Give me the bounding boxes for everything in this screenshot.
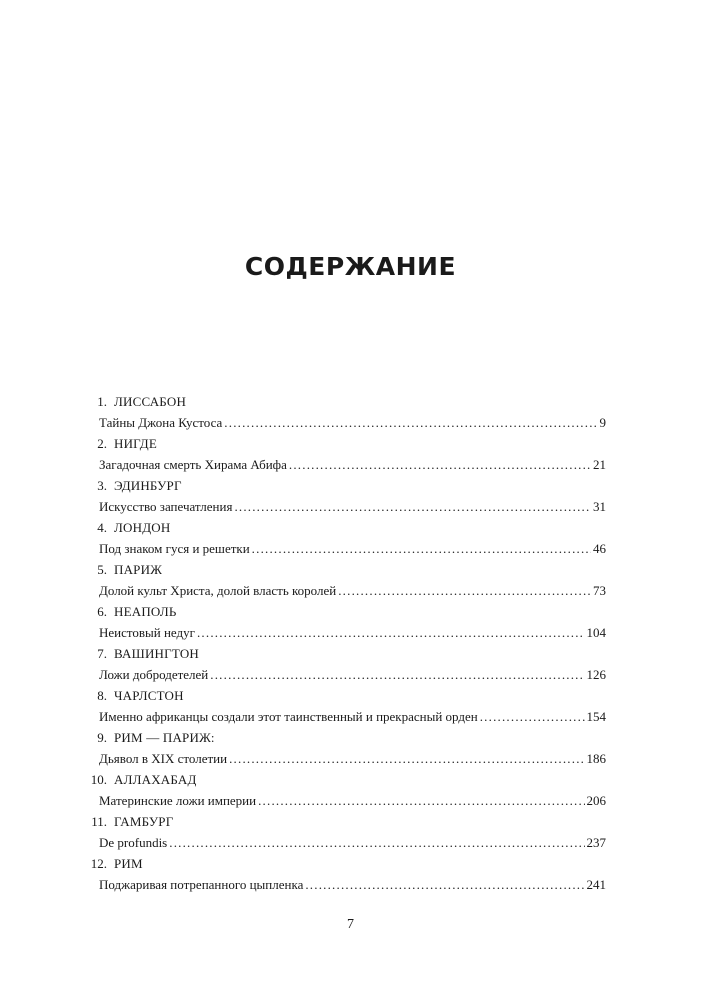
toc-entry-4 — [84, 517, 606, 559]
toc-subtitle-line — [99, 538, 606, 559]
dot-leader — [305, 874, 584, 895]
dot-leader — [229, 748, 584, 769]
chapter-number: 12. — [90, 856, 107, 871]
chapter-city: АЛЛАХАБАД — [114, 772, 197, 787]
chapter-page-number: 31 — [593, 499, 606, 514]
page-title: СОДЕРЖАНИЕ — [244, 252, 457, 281]
chapter-page-number: 104 — [586, 625, 606, 640]
chapter-subtitle: Поджаривая потрепанного цыпленка — [99, 877, 304, 892]
chapter-city: ВАШИНГТОН — [114, 646, 199, 661]
toc-entry-8 — [84, 685, 606, 727]
toc-subtitle-line — [99, 580, 606, 601]
dot-leader — [252, 538, 591, 559]
chapter-city: РИМ — [114, 856, 143, 871]
chapter-number: 6. — [97, 604, 107, 619]
toc-subtitle-line — [99, 664, 606, 685]
toc-entry-3 — [84, 475, 606, 517]
toc-subtitle-line — [99, 790, 606, 811]
chapter-number: 10. — [90, 772, 107, 787]
toc-entry-1 — [84, 391, 606, 433]
toc-entry-7 — [84, 643, 606, 685]
toc-heading — [84, 601, 606, 622]
toc-heading — [84, 391, 606, 412]
dot-leader — [169, 832, 584, 853]
chapter-number: 2. — [97, 436, 107, 451]
chapter-city: НИГДЕ — [114, 436, 157, 451]
toc-heading — [84, 685, 606, 706]
toc-heading — [84, 727, 606, 748]
toc-heading — [84, 559, 606, 580]
chapter-subtitle: Дьявол в XIX столетии — [99, 751, 228, 766]
chapter-number: 7. — [97, 646, 107, 661]
chapter-city: ПАРИЖ — [114, 562, 163, 577]
toc-heading — [84, 853, 606, 874]
chapter-number: 1. — [97, 394, 107, 409]
toc-subtitle-line — [99, 496, 606, 517]
chapter-page-number: 237 — [586, 835, 606, 850]
chapter-page-number: 21 — [593, 457, 606, 472]
toc-heading — [84, 811, 606, 832]
chapter-city: ГАМБУРГ — [114, 814, 174, 829]
toc-entry-2 — [84, 433, 606, 475]
chapter-number: 3. — [97, 478, 107, 493]
chapter-page-number: 73 — [593, 583, 606, 598]
toc-entry-5 — [84, 559, 606, 601]
chapter-city: ЧАРЛСТОН — [114, 688, 184, 703]
toc-entry-11 — [84, 811, 606, 853]
chapter-page-number: 126 — [586, 667, 606, 682]
chapter-subtitle: Материнские ложи империи — [99, 793, 257, 808]
chapter-page-number: 241 — [586, 877, 606, 892]
chapter-subtitle: Ложи добродетелей — [99, 667, 209, 682]
chapter-page-number: 154 — [586, 709, 606, 724]
toc-entry-12 — [84, 853, 606, 895]
toc-entry-10 — [84, 769, 606, 811]
chapter-number: 8. — [97, 688, 107, 703]
chapter-number: 9. — [97, 730, 107, 745]
chapter-page-number: 186 — [586, 751, 606, 766]
toc-heading — [84, 769, 606, 790]
toc-subtitle-line — [99, 706, 606, 727]
chapter-city: ЛИССАБОН — [114, 394, 187, 409]
chapter-city: РИМ — ПАРИЖ: — [114, 730, 215, 745]
dot-leader — [234, 496, 591, 517]
chapter-subtitle: Тайны Джона Кустоса — [99, 415, 223, 430]
table-of-contents — [84, 391, 606, 895]
chapter-subtitle: Загадочная смерть Хирама Абифа — [99, 457, 287, 472]
toc-heading — [84, 433, 606, 454]
toc-subtitle-line — [99, 748, 606, 769]
page-number: 7 — [347, 917, 354, 932]
chapter-subtitle: Искусство запечатления — [99, 499, 233, 514]
dot-leader — [258, 790, 584, 811]
toc-subtitle-line — [99, 454, 606, 475]
toc-subtitle-line — [99, 412, 606, 433]
dot-leader — [197, 622, 585, 643]
chapter-subtitle: Неистовый недуг — [99, 625, 195, 640]
toc-heading — [84, 643, 606, 664]
toc-subtitle-line — [99, 832, 606, 853]
chapter-number: 4. — [97, 520, 107, 535]
toc-entry-6 — [84, 601, 606, 643]
toc-subtitle-line — [99, 622, 606, 643]
dot-leader — [480, 706, 585, 727]
toc-heading — [84, 475, 606, 496]
toc-entry-9 — [84, 727, 606, 769]
dot-leader — [210, 664, 584, 685]
chapter-subtitle: Долой культ Христа, долой власть королей — [99, 583, 337, 598]
chapter-page-number: 206 — [586, 793, 606, 808]
dot-leader — [338, 580, 591, 601]
chapter-page-number: 46 — [593, 541, 606, 556]
chapter-number: 11. — [91, 814, 107, 829]
chapter-city: НЕАПОЛЬ — [114, 604, 177, 619]
dot-leader — [289, 454, 591, 475]
chapter-city: ЛОНДОН — [114, 520, 171, 535]
chapter-city: ЭДИНБУРГ — [114, 478, 182, 493]
dot-leader — [224, 412, 597, 433]
chapter-subtitle: Именно африканцы создали этот таинственный и прекрасный орден — [99, 709, 478, 724]
toc-subtitle-line — [99, 874, 606, 895]
toc-heading — [84, 517, 606, 538]
chapter-page-number: 9 — [599, 415, 606, 430]
chapter-subtitle: Под знаком гуся и решетки — [99, 541, 250, 556]
chapter-number: 5. — [97, 562, 107, 577]
chapter-subtitle: De profundis — [99, 835, 168, 850]
